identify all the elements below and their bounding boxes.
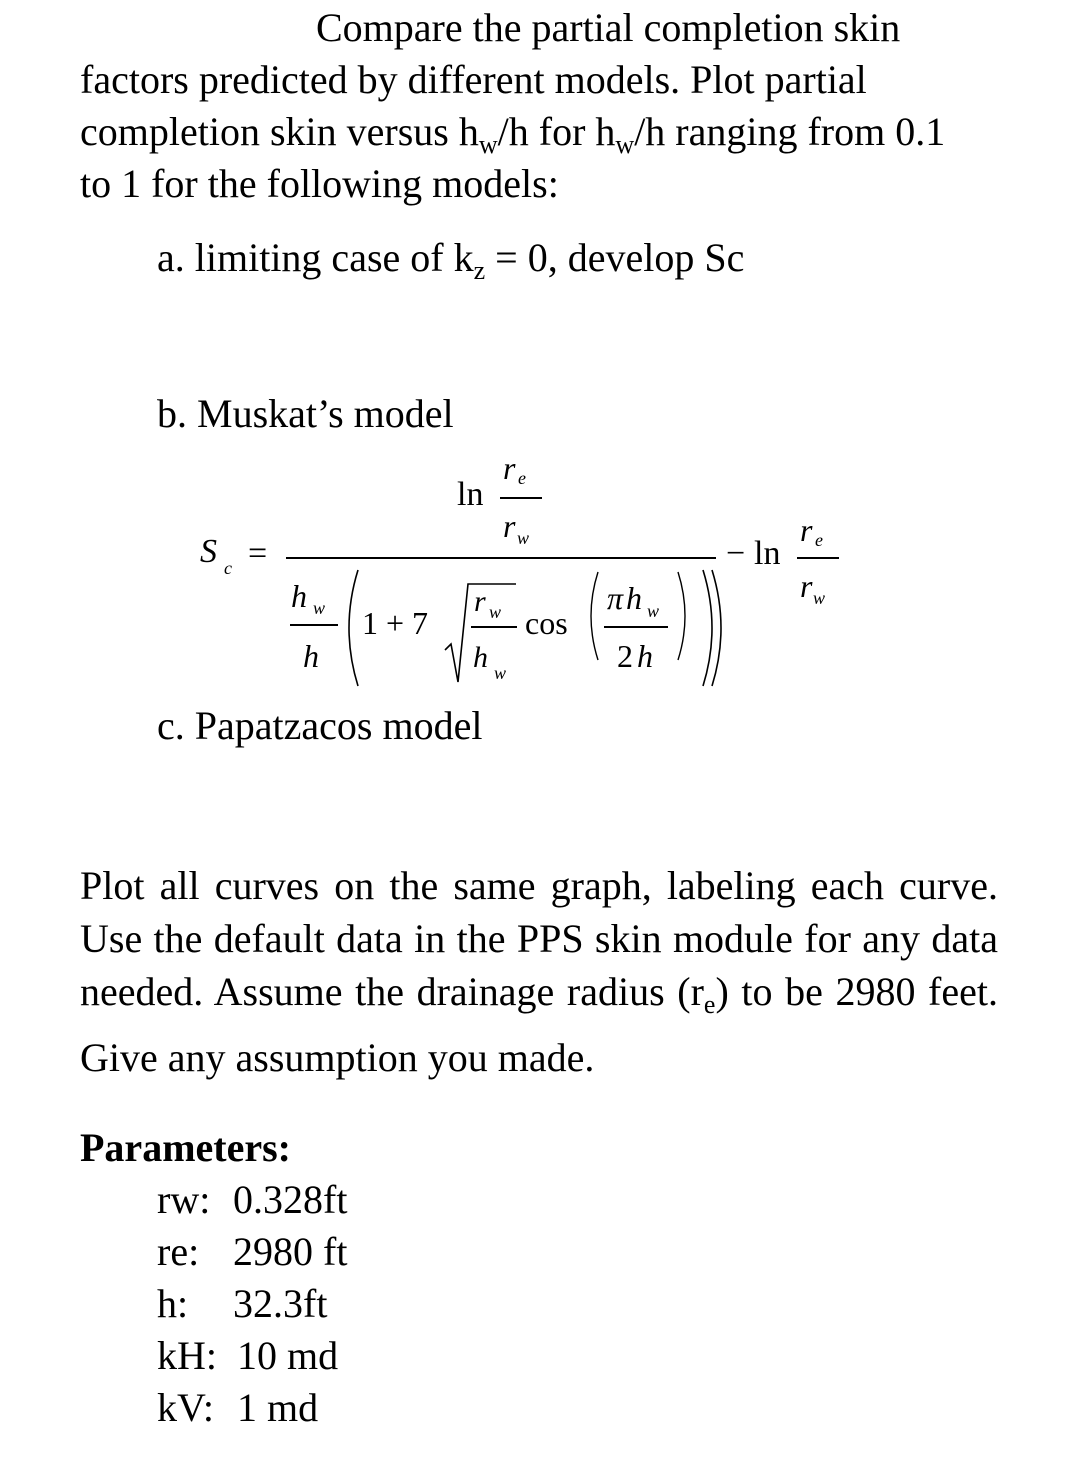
intro-line-1: Compare the partial completion skin xyxy=(316,5,901,50)
eq-den-hw-sub: w xyxy=(313,598,326,618)
eq-sqrt-hw: h xyxy=(473,641,488,674)
eq-ln2-bar xyxy=(797,557,839,559)
eq-num-re: r xyxy=(503,450,516,486)
eq-two-h: h xyxy=(637,638,653,674)
eq-lhs-sub: c xyxy=(224,558,232,578)
eq-lhs-s: S xyxy=(200,533,217,570)
eq-den-hw: h xyxy=(291,578,307,614)
eq-sqrt-rw-sub: w xyxy=(489,602,502,622)
closing-paragraph: Plot all curves on the same graph, labeling each curve. Use the default data in the PPS skin module for any data needed. Assume the drainage radius $(r_e)$ to be 2980 feet. Give any assumption you made. xyxy=(80,863,998,1080)
item-a: a. limiting case of $k_z = 0$, develop Sc xyxy=(157,235,745,285)
eq-pi-h-sub: w xyxy=(647,601,660,621)
eq-pi-h: h xyxy=(626,580,642,616)
parameters-heading: Parameters: xyxy=(80,1125,291,1170)
param-re: re: 2980 ft xyxy=(157,1229,348,1274)
eq-pi: π xyxy=(607,580,624,616)
eq-equals: = xyxy=(248,535,268,572)
eq-ln2-rw: r xyxy=(800,568,813,604)
eq-sqrt-bar xyxy=(471,626,517,628)
eq-sqrt-rw: r xyxy=(474,585,486,618)
eq-num-rw: r xyxy=(503,508,516,544)
eq-sqrt-hw-sub: w xyxy=(494,663,507,683)
eq-cos-arg-bar xyxy=(604,626,668,628)
param-h: h: 32.3ft xyxy=(157,1281,328,1326)
eq-minus: − xyxy=(726,535,746,572)
eq-ln2-rw-sub: w xyxy=(813,588,826,608)
intro-line-3: completion skin versus $h_w/h$ for $h_w/h$ ranging from 0.1 xyxy=(80,109,946,159)
item-b: b. Muskat’s model xyxy=(157,391,454,436)
eq-ln2-re-sub: e xyxy=(815,530,823,550)
eq-den-h: h xyxy=(303,638,319,674)
intro-line-2: factors predicted by different models. Plot partial xyxy=(80,57,867,102)
eq-one-plus-seven: 1 + 7 xyxy=(362,605,429,641)
item-c: c. Papatzacos model xyxy=(157,703,483,748)
eq-cos: cos xyxy=(525,605,568,641)
eq-ln-2: ln xyxy=(754,535,781,572)
eq-ln2-re: r xyxy=(800,512,813,548)
param-kh: kH: 10 md xyxy=(157,1333,339,1378)
param-kv: kV: 1 md xyxy=(157,1385,319,1430)
eq-num-ln: ln xyxy=(457,476,484,513)
eq-num-re-sub: e xyxy=(518,468,526,488)
intro-line-4: to 1 for the following models: xyxy=(80,161,559,206)
eq-two: 2 xyxy=(617,638,633,674)
eq-num-rw-sub: w xyxy=(517,528,530,548)
param-rw: rw: 0.328ft xyxy=(157,1177,348,1222)
